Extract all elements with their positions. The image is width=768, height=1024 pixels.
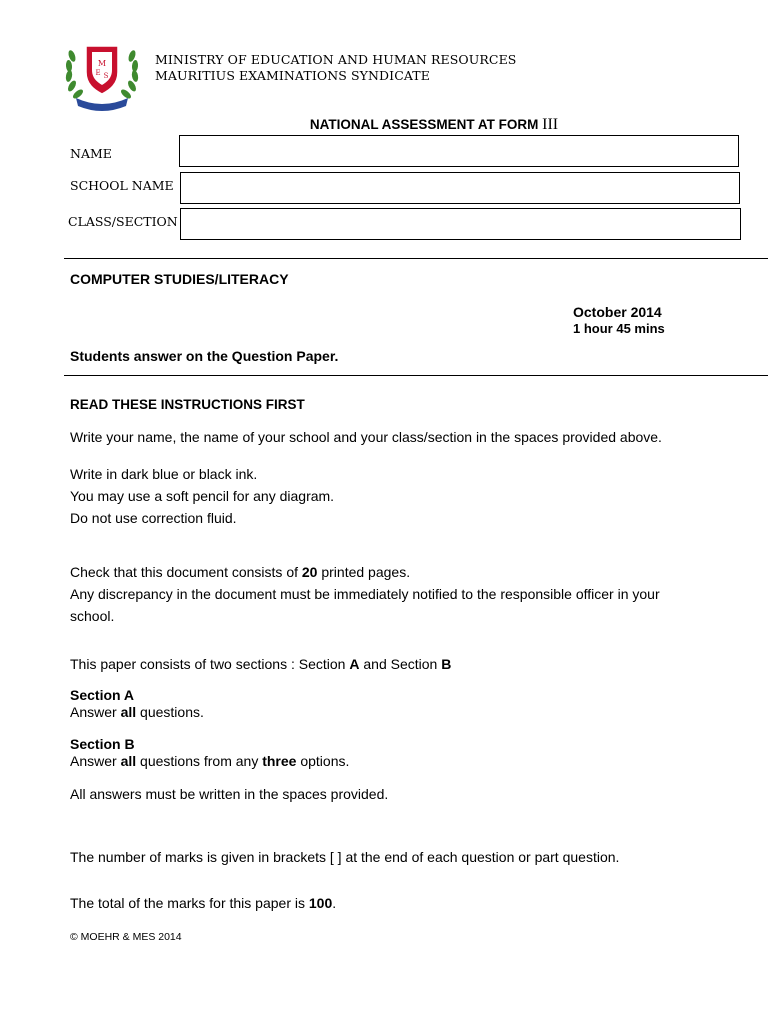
org-line-2: MAURITIUS EXAMINATIONS SYNDICATE [155, 68, 430, 83]
section-b-instruction [70, 751, 349, 771]
sections-summary [70, 653, 451, 675]
title-form-number: III [542, 116, 559, 133]
page-count-text-post: printed pages. [317, 564, 411, 580]
section-b-letter: B [441, 656, 452, 672]
correction-instruction: Do not use correction fluid. [70, 510, 237, 526]
name-field[interactable] [179, 135, 739, 167]
instructions-heading: READ THESE INSTRUCTIONS FIRST [70, 397, 305, 412]
section-a-instruction [70, 702, 204, 722]
title-text: NATIONAL ASSESSMENT AT FORM [309, 117, 543, 132]
svg-text:E: E [95, 69, 101, 77]
discrepancy-line-2: school. [70, 608, 115, 624]
page-count-check [70, 561, 410, 583]
section-a-text-post: questions. [136, 704, 204, 720]
section-b-text-mid: questions from any [136, 753, 263, 769]
name-label: NAME [70, 146, 112, 161]
section-a-letter: A [349, 656, 360, 672]
section-a-all: all [120, 704, 137, 720]
ink-instruction: Write in dark blue or black ink. [70, 466, 258, 482]
subject-title: COMPUTER STUDIES/LITERACY [70, 271, 289, 287]
answer-note: Students answer on the Question Paper. [70, 348, 339, 364]
school-name-field[interactable] [180, 172, 740, 204]
sections-text-pre: This paper consists of two sections : Section [70, 656, 350, 672]
total-marks [70, 892, 336, 914]
mes-logo [62, 38, 142, 112]
svg-text:M: M [97, 59, 107, 68]
divider-top [64, 258, 768, 259]
section-b-title: Section B [70, 736, 135, 752]
page-title [0, 116, 768, 134]
instruction-details: Write your name, the name of your school and your class/section in the spaces provided above. [70, 429, 662, 445]
section-a-text-pre: Answer [70, 704, 121, 720]
section-b-text-post: options. [296, 753, 350, 769]
class-section-field[interactable] [180, 208, 741, 240]
page-count-number: 20 [301, 564, 318, 580]
copyright: © MOEHR & MES 2014 [70, 931, 182, 943]
mes-crest-icon [62, 38, 142, 112]
exam-date: October 2014 [573, 304, 662, 320]
org-line-1: MINISTRY OF EDUCATION AND HUMAN RESOURCES [155, 52, 517, 67]
total-marks-number: 100 [308, 895, 333, 911]
section-a-title: Section A [70, 687, 135, 703]
divider-bottom [64, 375, 768, 376]
exam-duration: 1 hour 45 mins [573, 321, 665, 336]
svg-text:S: S [103, 72, 109, 80]
answer-spaces-note: All answers must be written in the spaces provided. [70, 786, 389, 802]
school-name-label: SCHOOL NAME [70, 178, 174, 193]
section-b-all: all [120, 753, 137, 769]
section-b-text-pre: Answer [70, 753, 121, 769]
discrepancy-line-1: Any discrepancy in the document must be immediately notified to the responsible officer in your [70, 586, 660, 602]
sections-text-mid: and Section [359, 656, 442, 672]
pencil-instruction: You may use a soft pencil for any diagram. [70, 488, 335, 504]
total-marks-text-post: . [332, 895, 337, 911]
marks-note: The number of marks is given in brackets [ ] at the end of each question or part question. [70, 849, 620, 865]
total-marks-text-pre: The total of the marks for this paper is [70, 895, 309, 911]
class-section-label: CLASS/SECTION [68, 214, 178, 229]
page-count-text-pre: Check that this document consists of [70, 564, 302, 580]
section-b-three: three [262, 753, 297, 769]
